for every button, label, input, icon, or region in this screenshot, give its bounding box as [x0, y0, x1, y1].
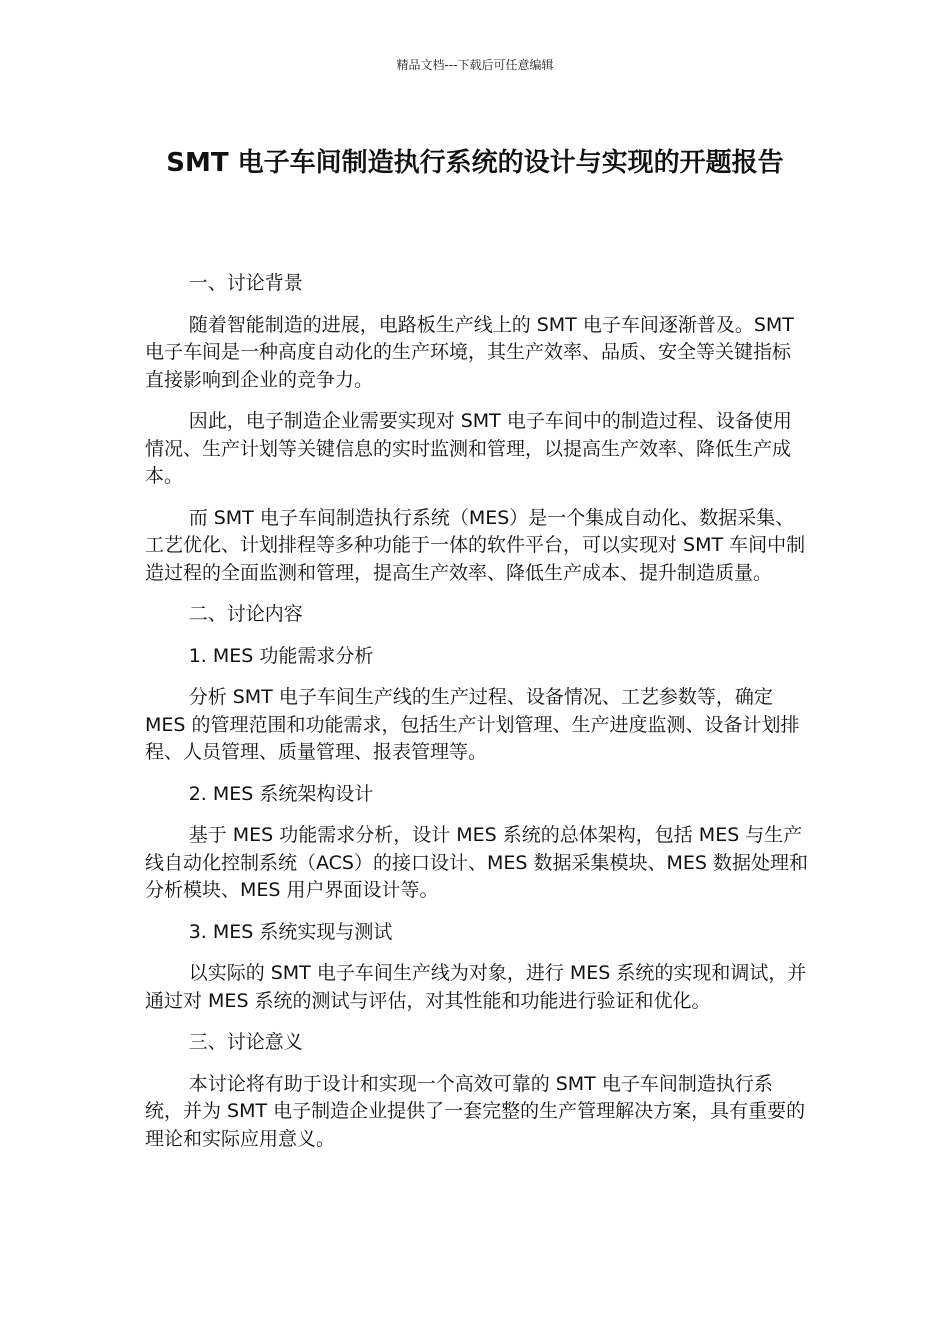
- document-title: SMT 电子车间制造执行系统的设计与实现的开题报告: [166, 148, 784, 178]
- background-paragraph-1: 随着智能制造的进展，电路板生产线上的 SMT 电子车间逐渐普及。SMT 电子车间是一种高度自动化的生产环境，其生产效率、品质、安全等关键指标直接影响到企业的竞争力。: [145, 313, 794, 391]
- section-heading-content: 二、讨论内容: [188, 603, 303, 625]
- background-paragraph-3: 而 SMT 电子车间制造执行系统（MES）是一个集成自动化、数据采集、工艺优化、计划排程等多种功能于一体的软件平台，可以实现对 SMT 车间中制造过程的全面监测和管理，提高生产效率、降低生产成本、提升制造质量。: [145, 506, 806, 584]
- page-header: 精品文档---下载后可任意编辑: [396, 58, 554, 72]
- subheading-requirements: 1. MES 功能需求分析: [188, 644, 374, 667]
- subheading-implementation: 3. MES 系统实现与测试: [188, 920, 393, 943]
- requirements-paragraph: 分析 SMT 电子车间生产线的生产过程、设备情况、工艺参数等，确定 MES 的管理范围和功能需求，包括生产计划管理、生产进度监测、设备计划排程、人员管理、质量管理、报表管理等。: [145, 686, 800, 763]
- implementation-paragraph: 以实际的 SMT 电子车间生产线为对象，进行 MES 系统的实现和调试，并通过对 MES 系统的测试与评估，对其性能和功能进行验证和优化。: [145, 962, 807, 1012]
- architecture-paragraph: 基于 MES 功能需求分析，设计 MES 系统的总体架构，包括 MES 与生产线自动化控制系统（ACS）的接口设计、MES 数据采集模块、MES 数据处理和分析模块、MES 用户界面设计等。: [145, 824, 808, 901]
- document-body: [145, 270, 809, 1167]
- section-heading-background: 一、讨论背景: [188, 272, 303, 294]
- section-heading-significance: 三、讨论意义: [188, 1031, 303, 1053]
- subheading-architecture: 2. MES 系统架构设计: [188, 782, 374, 805]
- background-paragraph-2: 因此，电子制造企业需要实现对 SMT 电子车间中的制造过程、设备使用情况、生产计划等关键信息的实时监测和管理，以提高生产效率、降低生产成本。: [145, 410, 792, 487]
- significance-paragraph: 本讨论将有助于设计和实现一个高效可靠的 SMT 电子车间制造执行系统，并为 SMT 电子制造企业提供了一套完整的生产管理解决方案，具有重要的理论和实际应用意义。: [145, 1072, 806, 1150]
